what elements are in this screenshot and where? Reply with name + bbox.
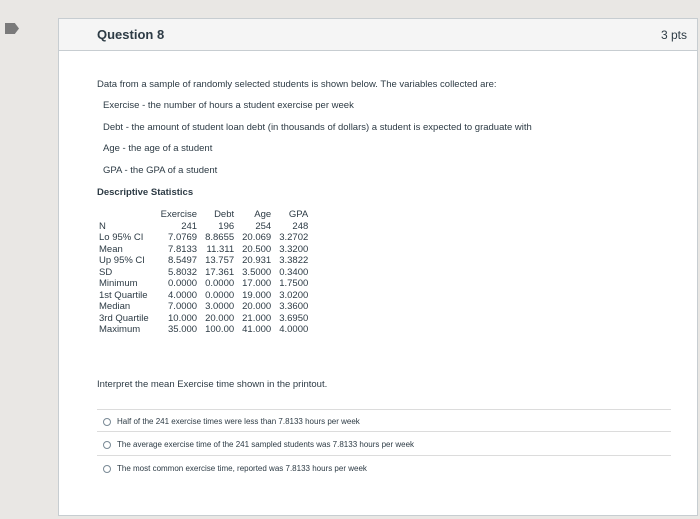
table-row bbox=[95, 267, 312, 279]
table-cell: 10.000 bbox=[168, 312, 198, 324]
table-cell: 3.3600 bbox=[279, 301, 309, 312]
divider bbox=[97, 409, 671, 410]
table-cell: 7.8133 bbox=[168, 243, 198, 255]
question-title: Question 8 bbox=[97, 27, 165, 42]
variable-gpa: GPA - the GPA of a student bbox=[103, 165, 218, 176]
row-label: SD bbox=[99, 266, 113, 278]
table-cell: 41.000 bbox=[242, 324, 272, 335]
answer-option-1[interactable] bbox=[103, 417, 360, 426]
column-header: Exercise bbox=[160, 209, 198, 220]
variable-debt: Debt - the amount of student loan debt (in thousands of dollars) a student is expected to graduate with bbox=[103, 122, 532, 133]
table-cell: 0.3400 bbox=[279, 266, 309, 278]
table-cell: 20.000 bbox=[205, 312, 235, 324]
table-cell: 7.0000 bbox=[168, 301, 198, 312]
stats-heading: Descriptive Statistics bbox=[97, 187, 194, 198]
table-cell: 0.0000 bbox=[205, 289, 235, 301]
table-row bbox=[95, 301, 312, 313]
question-prompt: Interpret the mean Exercise time shown in the printout. bbox=[97, 379, 328, 390]
table-cell: 5.8032 bbox=[168, 266, 198, 278]
table-cell: 20.000 bbox=[242, 301, 272, 312]
question-points: 3 pts bbox=[660, 28, 687, 42]
row-label: 3rd Quartile bbox=[99, 312, 149, 324]
table-cell: 254 bbox=[255, 220, 272, 232]
table-cell: 17.000 bbox=[242, 278, 272, 289]
table-cell: 19.000 bbox=[242, 289, 272, 301]
table-cell: 3.3200 bbox=[279, 243, 309, 255]
table-cell: 4.0000 bbox=[279, 324, 309, 335]
question-intro: Data from a sample of randomly selected students is shown below. The variables collected are: bbox=[97, 79, 497, 90]
table-cell: 7.0769 bbox=[168, 232, 198, 243]
table-row bbox=[95, 313, 312, 325]
table-row bbox=[95, 255, 312, 267]
table-cell: 3.3822 bbox=[279, 255, 309, 266]
table-cell: 241 bbox=[181, 220, 198, 232]
question-card bbox=[58, 18, 698, 516]
answer-label: The most common exercise time, reported was 7.8133 hours per week bbox=[117, 464, 367, 473]
row-label: Minimum bbox=[99, 278, 138, 289]
table-cell: 3.0000 bbox=[205, 301, 235, 312]
divider bbox=[97, 431, 671, 432]
flag-icon[interactable] bbox=[5, 23, 19, 34]
table-cell: 100.00 bbox=[205, 324, 235, 335]
column-header: Age bbox=[254, 209, 272, 220]
table-cell: 20.931 bbox=[242, 255, 272, 266]
row-label: Median bbox=[99, 301, 131, 312]
radio-button[interactable] bbox=[103, 418, 111, 426]
table-cell: 4.0000 bbox=[168, 289, 198, 301]
table-row bbox=[95, 278, 312, 290]
table-cell: 20.069 bbox=[242, 232, 272, 243]
table-row bbox=[95, 221, 312, 233]
table-header-row bbox=[95, 209, 312, 221]
table-row bbox=[95, 232, 312, 244]
table-cell: 248 bbox=[292, 220, 309, 232]
row-label: Up 95% CI bbox=[99, 255, 145, 266]
table-cell: 1.7500 bbox=[279, 278, 309, 289]
radio-button[interactable] bbox=[103, 441, 111, 449]
answer-label: Half of the 241 exercise times were less than 7.8133 hours per week bbox=[117, 417, 360, 426]
table-cell: 17.361 bbox=[205, 266, 235, 278]
variable-exercise: Exercise - the number of hours a student exercise per week bbox=[103, 100, 354, 111]
table-row bbox=[95, 290, 312, 302]
table-cell: 8.8655 bbox=[205, 232, 235, 243]
row-label: 1st Quartile bbox=[99, 289, 148, 301]
table-cell: 11.311 bbox=[206, 243, 235, 255]
table-corner bbox=[95, 209, 157, 221]
divider bbox=[97, 455, 671, 456]
row-label: Lo 95% CI bbox=[99, 232, 144, 243]
answer-option-3[interactable] bbox=[103, 464, 367, 473]
answer-option-2[interactable] bbox=[103, 440, 414, 449]
column-header: Debt bbox=[214, 209, 235, 220]
table-cell: 3.5000 bbox=[242, 266, 272, 278]
table-cell: 3.2702 bbox=[279, 232, 309, 243]
question-header bbox=[59, 19, 697, 51]
table-cell: 35.000 bbox=[168, 324, 198, 335]
table-cell: 13.757 bbox=[205, 255, 235, 266]
table-cell: 0.0000 bbox=[168, 278, 198, 289]
table-cell: 21.000 bbox=[242, 312, 272, 324]
table-cell: 3.6950 bbox=[279, 312, 309, 324]
table-cell: 196 bbox=[218, 220, 235, 232]
table-row bbox=[95, 324, 312, 336]
table-cell: 3.0200 bbox=[279, 289, 309, 301]
variable-age: Age - the age of a student bbox=[103, 143, 213, 154]
answer-label: The average exercise time of the 241 sampled students was 7.8133 hours per week bbox=[117, 440, 415, 449]
row-label: Mean bbox=[99, 243, 123, 255]
table-row bbox=[95, 244, 312, 256]
row-label: Maximum bbox=[99, 324, 141, 335]
descriptive-statistics-table bbox=[95, 209, 312, 336]
table-cell: 20.500 bbox=[242, 243, 272, 255]
radio-button[interactable] bbox=[103, 465, 111, 473]
row-label: N bbox=[99, 220, 106, 232]
table-cell: 8.5497 bbox=[168, 255, 198, 266]
column-header: GPA bbox=[288, 209, 309, 220]
table-cell: 0.0000 bbox=[205, 278, 235, 289]
